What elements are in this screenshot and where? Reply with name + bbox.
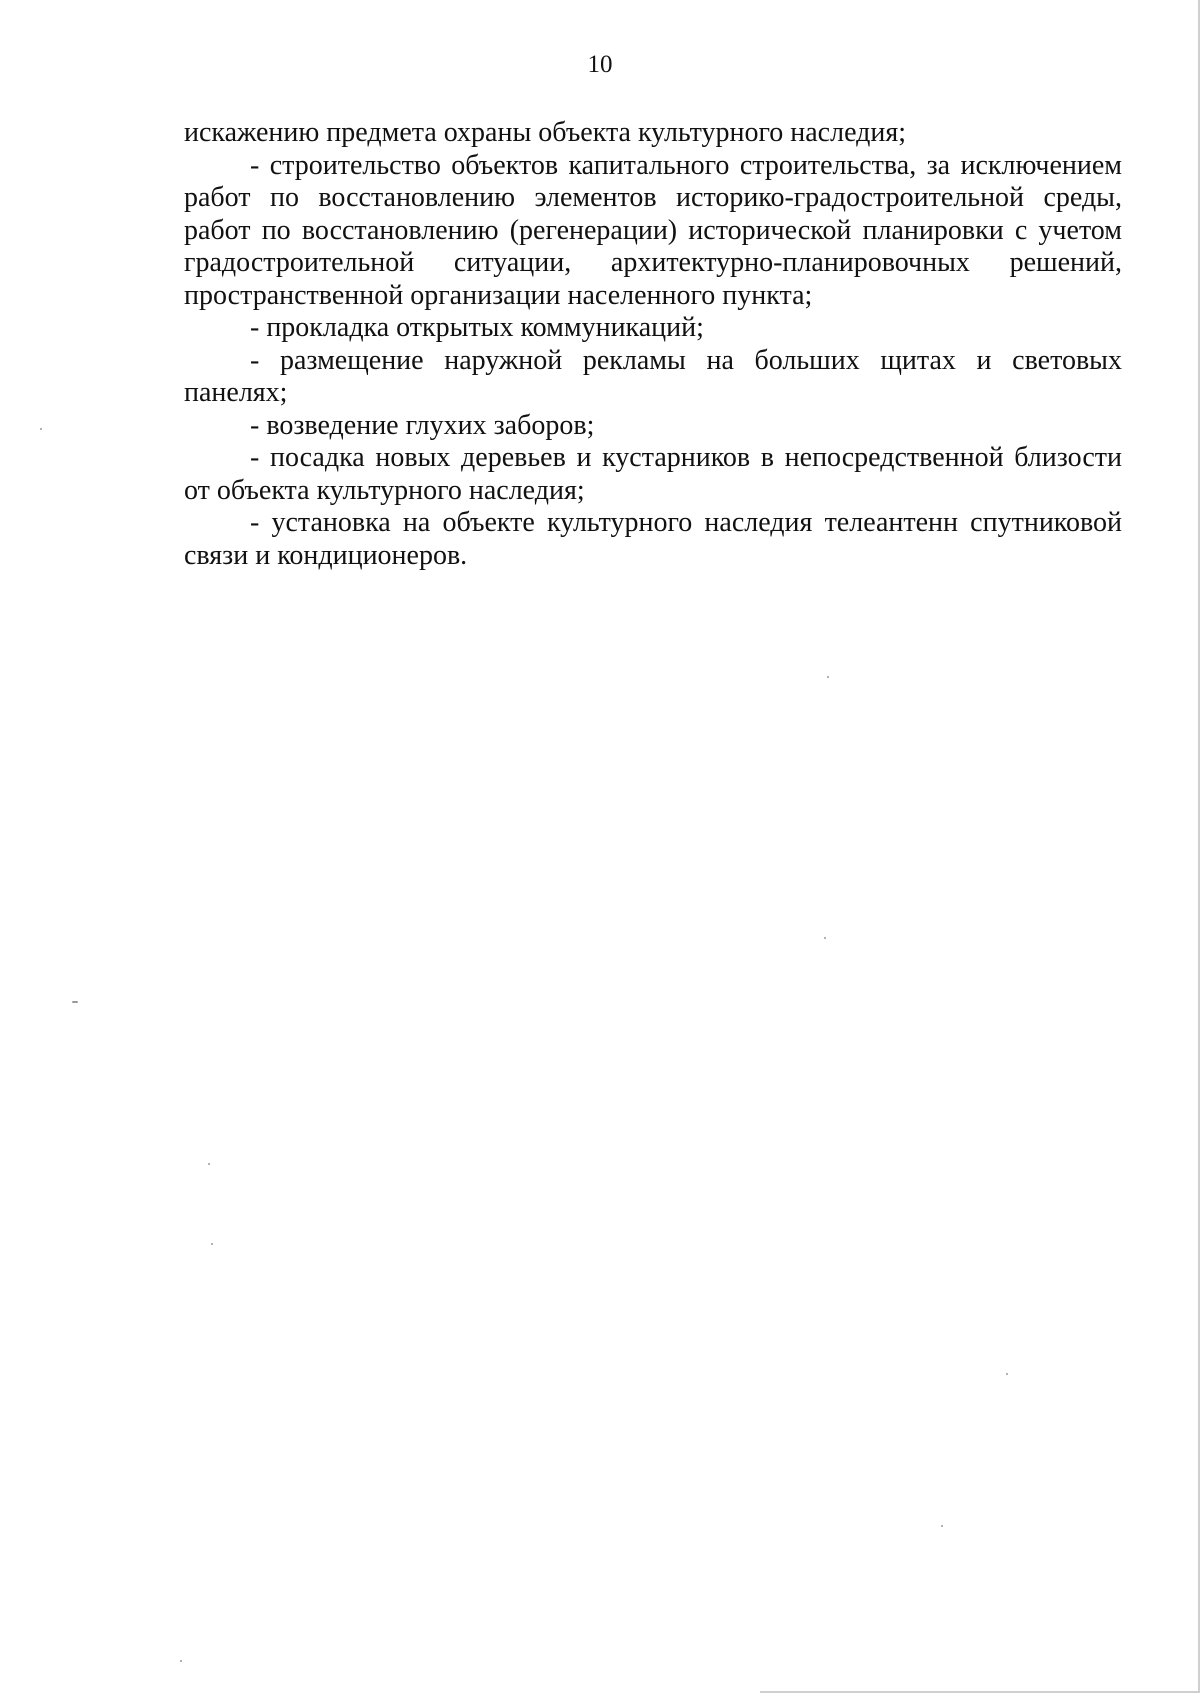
scan-speck bbox=[827, 676, 829, 678]
list-item: - посадка новых деревьев и кустарников в непосредственной близости от объекта культурного наследия; bbox=[184, 442, 1122, 506]
list-item: - размещение наружной рекламы на больших щитах и световых панелях; bbox=[184, 344, 1122, 408]
list-item: - строительство объектов капитального строительства, за исключением работ по восстановлению элементов историко-градостроительной среды, работ по восстановлению (регенерации) исторической планировки с учетом градостроительной ситуации, архитектурно-планировочных решений, пространственной организации населенного пункта; bbox=[184, 149, 1122, 311]
scan-speck bbox=[824, 937, 826, 939]
scan-speck bbox=[208, 1163, 210, 1165]
scan-speck bbox=[1006, 1373, 1008, 1375]
scan-speck bbox=[40, 428, 42, 430]
scan-speck bbox=[941, 1525, 943, 1527]
scan-speck bbox=[211, 1243, 213, 1245]
list-item: - установка на объекте культурного наследия телеантенн спутниковой связи и кондиционеров. bbox=[184, 507, 1122, 571]
list-item: - возведение глухих заборов; bbox=[250, 409, 595, 441]
page-number: 10 bbox=[587, 51, 613, 78]
scan-speck bbox=[180, 1660, 182, 1662]
document-body bbox=[184, 117, 1122, 572]
list-item: - прокладка открытых коммуникаций; bbox=[250, 312, 704, 343]
paragraph-continuation: искажению предмета охраны объекта культурного наследия; bbox=[184, 117, 907, 148]
scan-speck bbox=[72, 1001, 78, 1003]
